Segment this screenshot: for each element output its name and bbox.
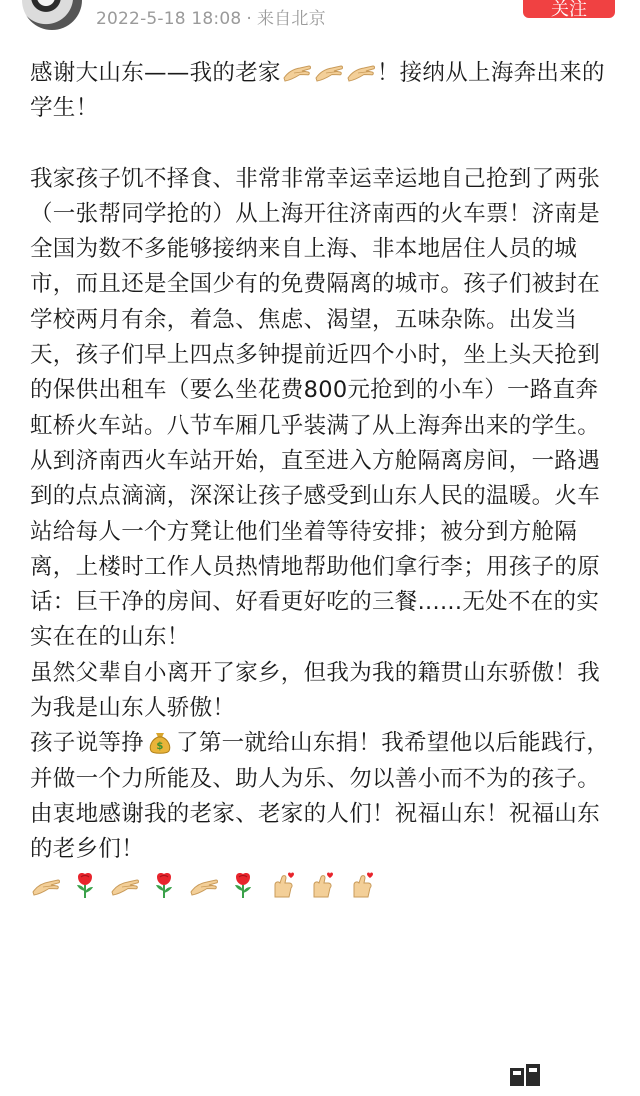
paragraph-story: 我家孩子饥不择食、非常非常幸运幸运地自己抢到了两张（一张帮同学抢的）从上海开往济南西的火车票！济南是全国为数不多能够接纳来自上海、非本地居住人员的城市，而且还是全国少有的免费隔离的城市。孩子们被封在学校两月有余，着急、焦虑、渴望，五味杂陈。出发当天，孩子们早上四点多钟提前近四个小时，坐上头天抢到的保供出租车（要么坐花费800元抢到的小车）一路直奔虹桥火车站。八节车厢几乎装满了从上海奔出来的学生。从到济南西火车站开始，直至进入方舱隔离房间，一路遇到的点点滴滴，深深让孩子感受到山东人民的温暖。火车站给每人一个方凳让他们坐着等待安排；被分到方舱隔离，上楼时工作人员热情地帮助他们拿行李；用孩子的原话：巨干净的房间、好看更好吃的三餐......无处不在的实实在在的山东！ xyxy=(30,165,601,651)
paragraph-gap xyxy=(30,127,614,162)
paragraph-thanks-text-a: 感谢大山东——我的老家 xyxy=(30,60,281,86)
rose-icon xyxy=(150,871,178,899)
post-meta xyxy=(96,4,326,29)
rose-icon xyxy=(71,871,99,899)
folded-hands-icon xyxy=(110,874,140,898)
paragraph-blessing: 由衷地感谢我的老家、老家的人们！祝福山东！祝福山东的老乡们！ xyxy=(30,800,601,863)
finger-heart-icon xyxy=(308,871,336,899)
finger-heart-icon xyxy=(348,871,376,899)
folded-hands-icon xyxy=(189,874,219,898)
folded-hands-icon xyxy=(282,60,312,84)
post-header xyxy=(0,0,640,40)
post-content xyxy=(30,56,614,906)
post-location: 来自北京 xyxy=(256,9,326,29)
watermark-corner-icon xyxy=(506,1062,546,1090)
avatar[interactable] xyxy=(22,0,82,30)
paragraph-thanks-text-b: ！接纳从上海奔出来的学生！ xyxy=(30,60,605,122)
paragraph-promise-text-a: 孩子说等挣 xyxy=(30,730,145,757)
rose-icon xyxy=(229,871,257,899)
emoji-row xyxy=(30,870,614,906)
folded-hands-icon xyxy=(314,60,344,84)
folded-hands-icon xyxy=(31,874,61,898)
paragraph-promise-text-b: 了第一就给山东捐！我希望他以后能践行，并做一个力所能及、助人为乐、勿以善小而不为的孩子。 xyxy=(30,730,610,792)
meta-separator: · xyxy=(246,9,252,29)
paragraph-promise xyxy=(30,726,614,797)
money-bag-icon xyxy=(146,727,174,755)
folded-hands-icon xyxy=(346,60,376,84)
post-timestamp: 2022-5-18 18:08 xyxy=(96,9,242,29)
follow-button[interactable]: 关注 xyxy=(523,0,615,18)
paragraph-thanks xyxy=(30,56,614,127)
paragraph-pride: 虽然父辈自小离开了家乡，但我为我的籍贯山东骄傲！我为我是山东人骄傲！ xyxy=(30,659,601,722)
finger-heart-icon xyxy=(269,871,297,899)
